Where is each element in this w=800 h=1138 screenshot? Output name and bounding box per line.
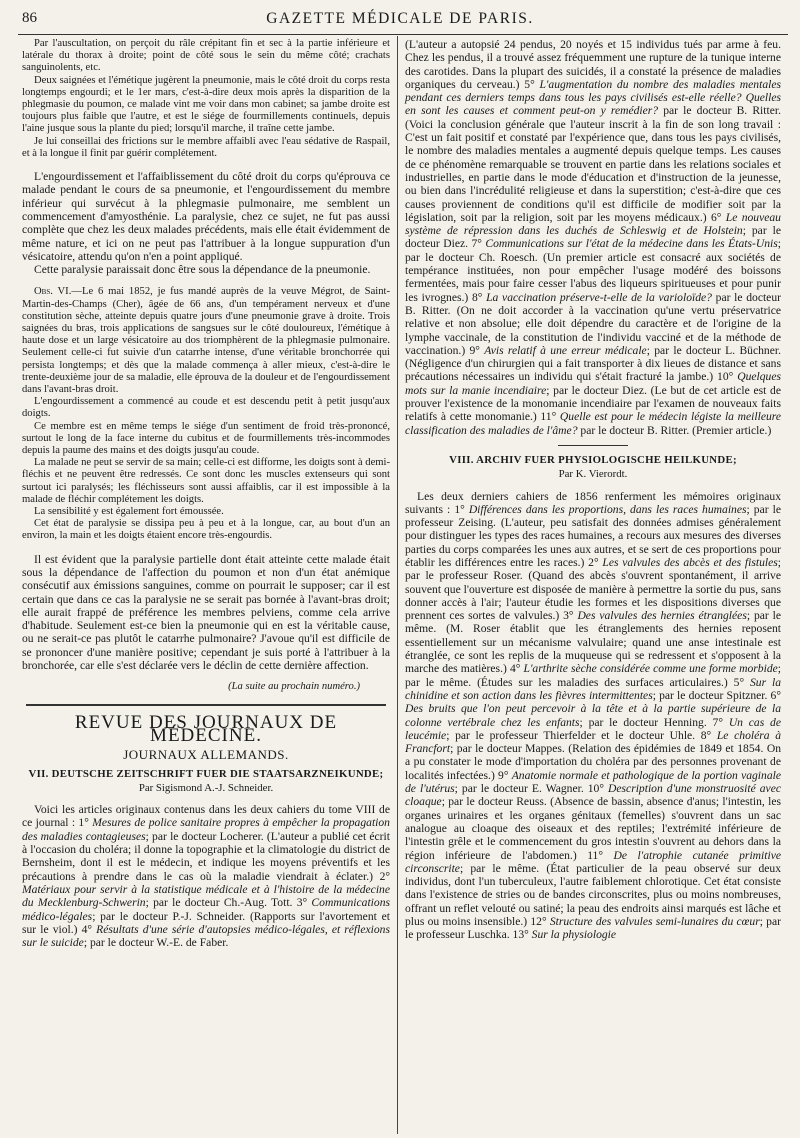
section-separator xyxy=(26,704,386,706)
header-rule xyxy=(18,34,788,35)
paragraph: Ce membre est en même temps le siége d'un sentiment de froid très-prononcé, surtout le long de la face interne du cubitus et de fourmillements très-incommodes depuis la paume des mains et des doigts jusqu'au coude. xyxy=(22,420,390,457)
paragraph: (L'auteur a autopsié 24 pendus, 20 noyés et 15 individus tués par arme à feu. Chez les pendus, il a trouvé assez fréquemment une rupture de la tunique interne des carotides. Dans la plupart des suicidés, il a constaté la présence de maladies organiques du cerveau.) 5° L'augmentation du nombre des maladies mentales pendant ces derniers temps dans tous les pays civilisés est-elle réelle? Quelles en sont les causes et comment peut-on y remédier? par le docteur B. Ritter. (Voici la conclusion générale que l'auteur inscrit à la fin de son long travail : C'est un fait positif et constaté par l'expérience que, dans tous les pays civilisés, le nombre des maladies mentales a augmenté depuis quelque temps. Les causes de ce phénomène remarquable se trouvent en partie dans les relations sociales et industrielles, en partie dans le mode d'éducation et d'instruction de la jeunesse, ou bien dans l'incrédulité religieuse et dans la superstition; c'est-à-dire que ces causes proviennent de conditions qu'il est difficile de modifier soit par la législation, soit par la religion, soit par les moyens médicaux.) 6° Le nouveau système de répression dans les duchés de Schleswig et de Holstein; par le docteur Diez. 7° Communications sur l'état de la médecine dans les États-Unis; par le docteur Ch. Roesch. (Un premier article est consacré aux sociétés de tempérance instituées, non pour empêcher l'usage modéré des boissons fermentées, mais pour faire cesser l'abus des liqueurs spiritueuses et pour punir les ivrognes.) 8° La vaccination préserve-t-elle de la varioloïde? par le docteur B. Ritter. (On ne doit accorder à la vaccination qu'une vertu préservatrice relative et non absolue; elle doit dépendre du caractère et de l'origine de la lymphe vaccinale, de la constitution de l'individu vacciné et de la méthode de vaccination.) 9° Avis relatif à une erreur médicale; par le docteur L. Büchner. (Négligence d'un chirurgien qui a fait transporter à dix lieues de distance et sans précautions nécessaires un individu qui s'était fracturé la jambe.) 10° Quelques mots sur la manie incendiaire; par le docteur Diez. (Le but de cet article est de prouver l'existence de la monomanie incendiaire par l'examen de nouveaux faits relatifs à cette monomanie.) 11° Quelle est pour le médecin légiste la meilleure classification des maladies de l'âme? par le docteur B. Ritter. (Premier article.) xyxy=(405,38,781,437)
continuation-note: (La suite au prochain numéro.) xyxy=(228,681,360,693)
left-column xyxy=(22,38,390,949)
journal-title: GAZETTE MÉDICALE DE PARIS. xyxy=(266,10,534,27)
paragraph: Voici les articles originaux contenus dans les deux cahiers du tome VIII de ce journal : 1° Mesures de police sanitaire propres à empêcher la propagation des maladies contagieuses; par le docteur Locherer. (L'auteur a publié cet écrit à l'occasion du choléra; il donne la topographie et la climatologie du district de Bernsheim, dont il est le médecin, et indique les moyens préventifs et les précautions à prendre dans le cas où la maladie viendrait à éclater.) 2° Matériaux pour servir à la statistique médicale et à l'histoire de la médecine du Mecklenburg-Schwerin; par le docteur Ch.-Aug. Tott. 3° Communications médico-légales; par le docteur P.-J. Schneider. (Rapports sur l'avortement et sur le viol.) 4° Résultats d'une série d'autopsies médico-légales, et réflexions sur le suicide; par le docteur W.-E. de Faber. xyxy=(22,803,391,950)
paragraph: Cet état de paralysie se dissipa peu à peu et à la longue, car, au bout d'un an environ, la main et les doigts étaient encore très-engourdis. xyxy=(22,518,390,542)
paragraph: La sensibilité y est également fort émoussée. xyxy=(34,506,224,518)
short-separator xyxy=(558,445,628,446)
review-title: REVUE DES JOURNAUX DE MÉDECINE. xyxy=(74,711,338,746)
section-author: Par Sigismond A.-J. Schneider. xyxy=(138,781,274,794)
section-heading: VIII. ARCHIV FUER PHYSIOLOGISCHE HEILKUNDE; xyxy=(449,453,737,466)
paragraph: Cette paralysie paraissait donc être sous la dépendance de la pneumonie. xyxy=(34,263,371,277)
page-header xyxy=(0,6,800,30)
paragraph: Les deux derniers cahiers de 1856 renferment les mémoires originaux suivants : 1° Différences dans les proportions, dans les races humaines; par le professeur Zeising. (L'auteur, peu satisfait des données admises généralement pour distinguer les types des races humaines, a recours aux mesures des diverses parties du corps comparées les unes aux autres, et se sert de ces proportions pour établir les différences entre les races.) 2° Les valvules des abcès et des fistules; par le professeur Roser. (Quand des abcès s'ouvrent spontanément, il arrive souvent que l'ouverture est disposée de manière à permettre la sortie du pus, sans donner accès à l'air; l'auteur étudie les formes et les dispositions diverses que prennent ces sortes de valvules.) 3° Des valvules des hernies étranglées; par le même. (M. Roser établit que les étranglements des hernies reposent essentiellement sur un mécanisme valvulaire; quand une anse intestinale est étranglée, ce sont les replis de la muqueuse qui se redressent et s'opposent à la marche des matières.) 4° L'arthrite sèche considérée comme une forme morbide; par le même. (Études sur les maladies des surfaces articulaires.) 5° Sur la chinidine et son action dans les fièvres intermittentes; par le docteur Spitzner. 6° Des bruits que l'on peut percevoir à la tête et à la partie supérieure de la colonne vertébrale chez les enfants; par le docteur Henning. 7° Un cas de leucémie; par le professeur Thierfelder et le docteur Uhle. 8° Le choléra à Francfort; par le docteur Mappes. (Relation des épidémies de 1849 et 1854. On a pu constater le mode d'importation du choléra par des personnes provenant de localités infectées.) 9° Anatomie normale et pathologique de la portion vaginale de l'utérus; par le docteur E. Wagner. 10° Description d'une monstruosité avec cloaque; par le docteur Reuss. (Absence de bassin, absence d'anus; l'intestin, les organes urinaires et les organes génitaux (femelles) s'ouvrent dans un sac analogue au cloaque des oiseaux et des reptiles; l'extrémité inférieure de l'intestin grêle et le commencement du gros intestin s'ouvrent au dehors dans la région inférieure de l'abdomen.) 11° De l'atrophie cutanée primitive circonscrite; par le même. (État particulier de la peau observé sur deux individus, dont l'un tuberculeux, l'autre faiblement chlorotique. Cet état consiste dans l'existence de stries ou de bandes circonscrites, plus ou moins nombreuses, offrant un reflet velouté ou satiné; la peau des endroits ainsi marqués est lâche et plus ou moins insensible.) 12° Structure des valvules semi-lunaires du cœur; par le professeur Luschka. 13° Sur la physiologie xyxy=(405,489,782,942)
column-divider xyxy=(397,36,398,1134)
paragraph: La malade ne peut se servir de sa main; celle-ci est difforme, les doigts sont à demi-fléchis et ne peuvent être redressés. Ce sont donc les muscles extenseurs qui sont surtout ici paralysés; les fléchisseurs sont aussi affaiblis, car il est impossible à la malade de fléchir complétement les doigts. xyxy=(22,457,390,505)
page-number: 86 xyxy=(22,10,37,26)
review-subtitle: JOURNAUX ALLEMANDS. xyxy=(123,747,289,763)
paragraph: L'engourdissement et l'affaiblissement du côté droit du corps qu'éprouva ce malade pendant le cours de sa pneumonie, et l'engourdissement du membre inférieur qui survécut à la phlegmasie pulmonaire, me semblent un commencement d'amyosthénie. La paralysie, chez ce sujet, ne fut pas aussi complète que chez les deux malades précédents, mais elle était évidemment de même nature, et ici on ne peut pas l'attribuer à la longue suppuration d'un vésicatoire, attendu qu'on n'en a point appliqué. xyxy=(22,170,390,263)
paragraph: Il est évident que la paralysie partielle dont était atteinte cette malade était sous la dépendance de l'affection du poumon et non d'un état anémique consécutif aux émissions sanguines, comme on pourrait le supposer; car il est certain que dans ce cas la paralysie ne se serait pas bornée à l'avant-bras droit; elle aurait frappé de préférence les membres pelviens, comme cela arrive d'habitude. Seulement est-ce bien la pneumonie qui en est la véritable cause, ou ne serait-ce pas plutôt le catarrhe pulmonaire? J'avoue qu'il est difficile de se prononcer d'une manière positive; cependant je suis porté à l'attribuer à la bronchorée, car elle s'est déclarée vers le déclin de cette dernière affection. xyxy=(22,552,390,673)
paragraph: L'engourdissement a commencé au coude et est descendu petit à petit jusqu'aux doigts. xyxy=(22,396,390,420)
right-column xyxy=(405,38,781,942)
paragraph: Deux saignées et l'émétique jugèrent la pneumonie, mais le côté droit du corps resta longtemps engourdi; et le 1er mars, c'est-à-dire deux mois après la disparition de la phlegmasie du poumon, ce malade vint me voir dans mon cabinet; sa jambe droite est toujours plus faible que l'autre, et est le siége de fourmillements continuels, depuis l'aine jusque sous la plante du pied; lorsqu'il marche, il traîne cette jambe. xyxy=(22,74,390,135)
paragraph: Je lui conseillai des frictions sur le membre affaibli avec l'eau sédative de Raspail, et à la longue il finit par guérir complétement. xyxy=(22,135,390,159)
section-heading: VII. DEUTSCHE ZEITSCHRIFT FUER DIE STAATSARZNEIKUNDE; xyxy=(28,767,384,780)
paragraph: Par l'auscultation, on perçoit du râle crépitant fin et sec à la partie inférieure et latérale du thorax à droite; point de côté sous le sein du même côté; crachats sanguinolents, etc. xyxy=(22,38,390,74)
observation-label: Obs. VI. xyxy=(34,286,72,298)
section-author: Par K. Vierordt. xyxy=(558,468,628,481)
observation-paragraph: Obs. VI.—Le 6 mai 1852, je fus mandé auprès de la veuve Mégrot, de Saint-Martin-des-Champs (Cher), âgée de 66 ans, d'un tempérament nerveux et d'une constitution sèche, atteinte depuis quatre jours d'une pneumonie grave à droite. Trois saignées du bras, trois applications de sangsues sur le côté douloureux, l'émétique à haute dose et un large vésicatoire au dos triomphèrent de la phlegmasie pulmonaire. Seulement celle-ci fut suivie d'un catarrhe intense, d'une véritable bronchorrée qui persista longtemps; et dès que la malade commença à aller mieux, c'est-à-dire le trente-deuxième jour de sa maladie, elle éprouva de la douleur et de l'engourdissement dans l'avant-bras droit. xyxy=(22,286,390,396)
